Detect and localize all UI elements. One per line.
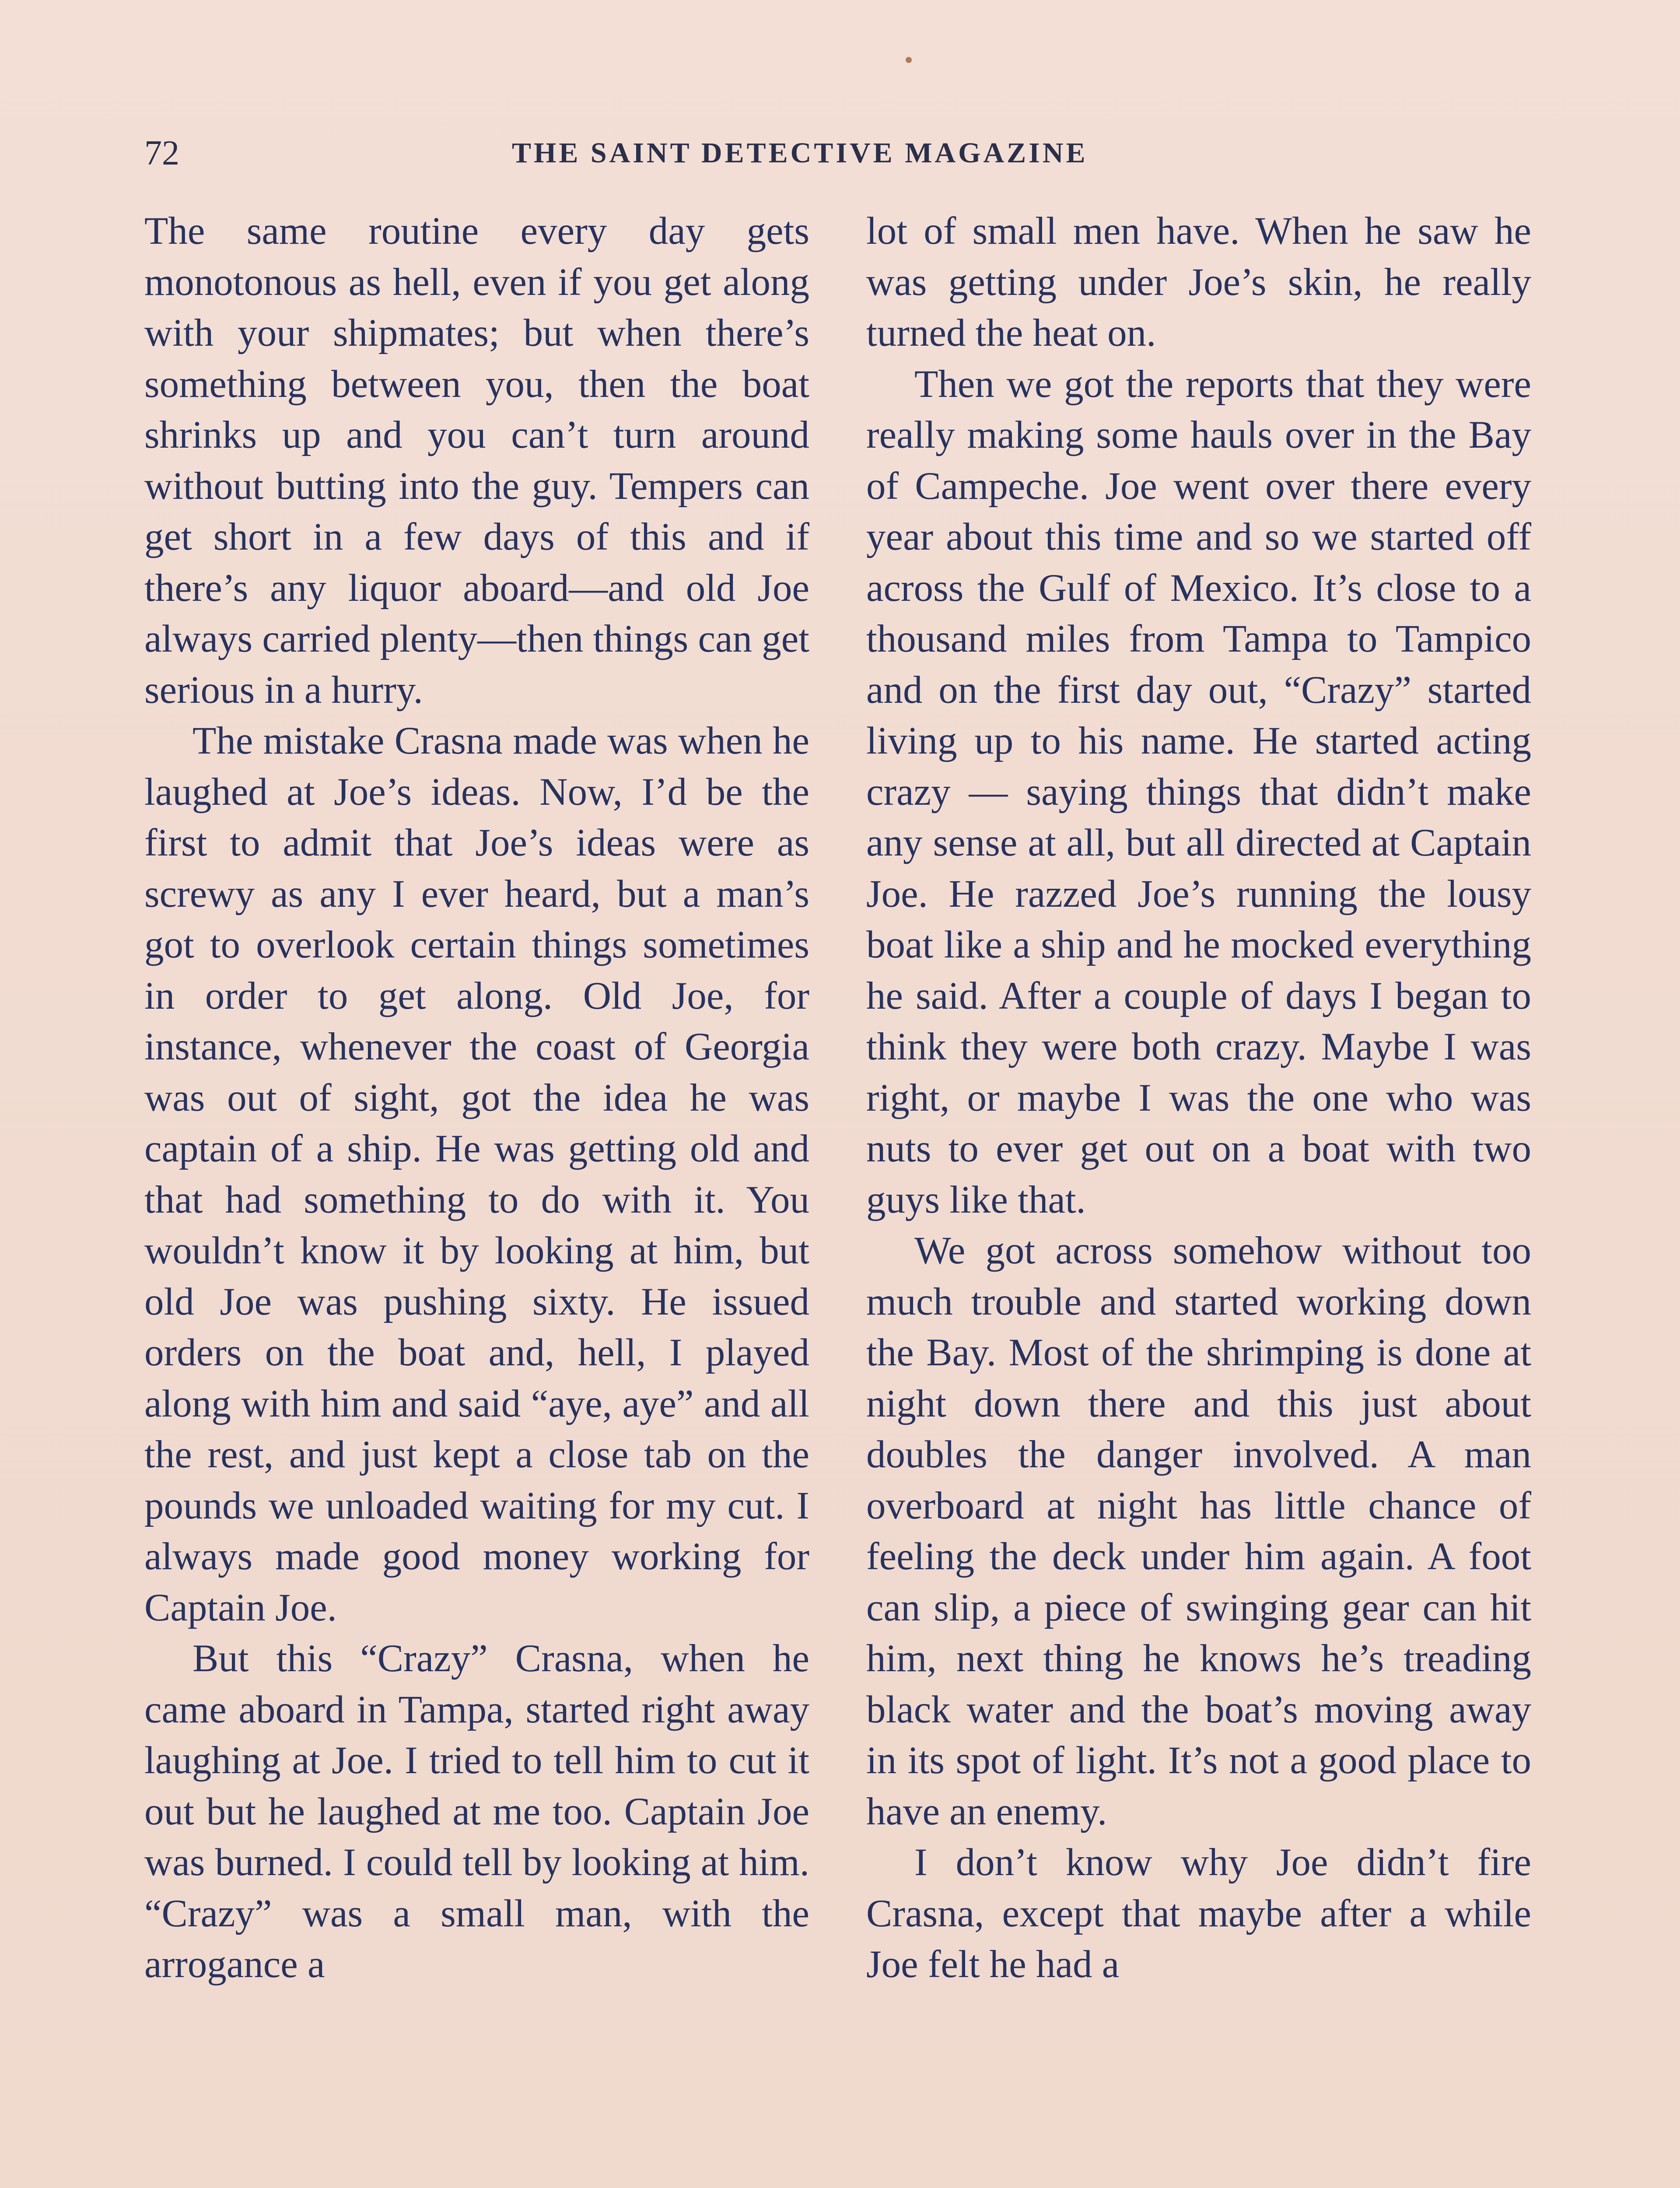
- paragraph: Then we got the reports that they were really making some hauls over in the Bay of Campeche. Joe went over there every year about this time and so we started off across the Gulf of Mexico. It’s close to a thousand miles from Tampa to Tampico and on the first day out, “Crazy” started living up to his name. He started acting crazy — saying things that didn’t make any sense at all, but all directed at Captain Joe. He razzed Joe’s running the lousy boat like a ship and he mocked everything he said. After a couple of days I began to think they were both crazy. Maybe I was right, or maybe I was the one who was nuts to ever get out on a boat with two guys like that.: [866, 362, 1531, 1221]
- running-head: THE SAINT DETECTIVE MAGAZINE: [512, 137, 1088, 169]
- paragraph: The same routine every day gets monotonous as hell, even if you get along with your shipmates; but when there’s something between you, then the boat shrinks up and you can’t turn around without butting into the guy. Tempers can get short in a few days of this and if there’s any liquor aboard—and old Joe always carried plenty—then things can get serious in a hurry.: [144, 210, 809, 712]
- left-column: [144, 206, 809, 1990]
- page-number: 72: [144, 134, 179, 172]
- paragraph: The mistake Crasna made was when he laughed at Joe’s ideas. Now, I’d be the first to admit that Joe’s ideas were as screwy as any I ever heard, but a man’s got to overlook certain things sometimes in order to get along. Old Joe, for instance, whenever the coast of Georgia was out of sight, got the idea he was captain of a ship. He was getting old and that had something to do with it. You wouldn’t know it by looking at him, but old Joe was pushing sixty. He issued orders on the boat and, hell, I played along with him and said “aye, aye” and all the rest, and just kept a close tab on the pounds we unloaded waiting for my cut. I always made good money working for Captain Joe.: [144, 719, 809, 1629]
- paragraph: We got across somehow without too much trouble and started working down the Bay. Most of the shrimping is done at night down there and this just about doubles the danger involved. A man overboard at night has little chance of feeling the deck under him again. A foot can slip, a piece of swinging gear can hit him, next thing he knows he’s treading black water and the boat’s moving away in its spot of light. It’s not a good place to have an enemy.: [866, 1229, 1531, 1833]
- paper-speck: [906, 57, 912, 63]
- paragraph: lot of small men have. When he saw he was getting under Joe’s skin, he really turned the heat on.: [866, 210, 1531, 354]
- right-column: [866, 206, 1531, 1990]
- paragraph: I don’t know why Joe didn’t fire Crasna, except that maybe after a while Joe felt he had a: [866, 1841, 1531, 1986]
- paragraph: But this “Crazy” Crasna, when he came aboard in Tampa, started right away laughing at Joe. I tried to tell him to cut it out but he laughed at me too. Captain Joe was burned. I could tell by looking at him. “Crazy” was a small man, with the arrogance a: [144, 1637, 809, 1986]
- page-header: [144, 131, 1536, 175]
